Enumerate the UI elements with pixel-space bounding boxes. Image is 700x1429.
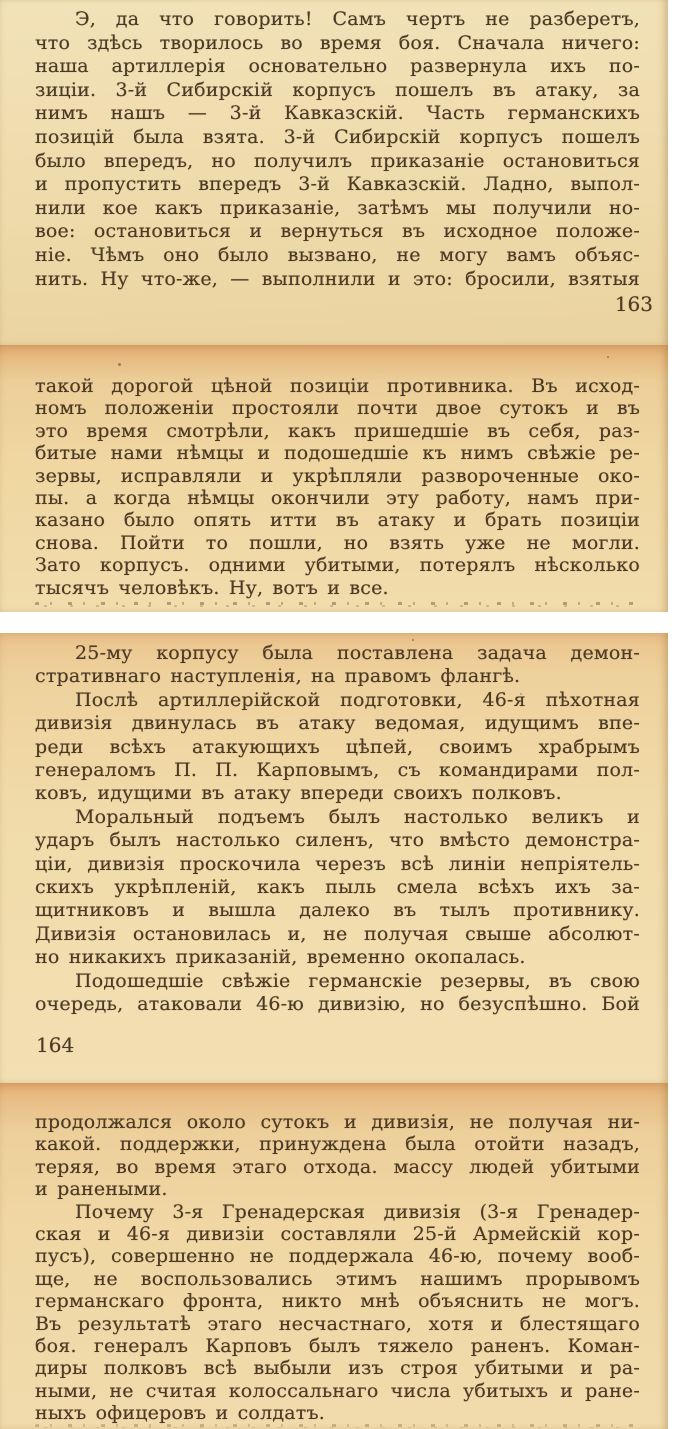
text-line: дивизія двинулась въ атаку ведомая, идущимъ впе- — [35, 712, 640, 735]
text-line: ская и 46-я дивизіи составляли 25-й Армейскій кор- — [35, 1223, 640, 1246]
text-line: казано было опять итти въ атаку и брать позиціи — [35, 509, 640, 532]
text-line: Дивизія остановилась и, не получая свыше абсолют- — [35, 922, 640, 945]
text-line: очередь, атаковали 46-ю дивизію, но безуспѣшно. Бой — [35, 993, 640, 1016]
text-line: пы. а когда нѣмцы окончили эту работу, намъ при- — [35, 487, 640, 510]
text-line: ніе. Чѣмъ оно было вызвано, не могу вамъ объяс- — [35, 243, 640, 266]
text-line: ными, не считая колоссальнаго числа убитыхъ и ране- — [35, 1379, 640, 1402]
scan-fragment-3 — [0, 633, 668, 1083]
text-line: было впередъ, но получилъ приказаніе остановиться — [35, 149, 640, 172]
paper-speck — [520, 693, 522, 695]
text-line: Въ результатѣ этаго несчастнаго, хотя и блестящаго — [35, 1312, 640, 1335]
text-line: это время смотрѣли, какъ пришедшіе въ себя, раз- — [35, 419, 640, 442]
text-line: продолжался около сутокъ и дивизія, не получая ни- — [35, 1111, 640, 1133]
text-line: битые нами нѣмцы и подошедшіе къ нимъ свѣжіе ре- — [35, 442, 640, 465]
paper-speck — [607, 356, 609, 358]
text-line: наша артиллерія основательно развернула ихъ по- — [35, 55, 640, 78]
text-line: номъ положеніи простояли почти двое сутокъ и въ — [35, 397, 640, 420]
text-line: Почему 3-я Гренадерская дивизія (3-я Гренадер- — [75, 1200, 640, 1223]
text-line: Э, да что говорить! Самъ чертъ не разберетъ, — [75, 8, 640, 30]
text-line: 25-му корпусу была поставлена задача демон- — [75, 642, 640, 664]
text-line: и пропустить впередъ 3-й Кавказскій. Ладно, выпол- — [35, 173, 640, 196]
text-line: какой. поддержки, принуждена была отойти назадъ, — [35, 1133, 640, 1156]
text-line: Зато корпусъ. одними убитыми, потерялъ нѣсколько — [35, 554, 640, 577]
cut-off-text-artifact — [35, 602, 635, 608]
page-number: 164 — [36, 1033, 75, 1057]
text-line: и ранеными. — [35, 1178, 168, 1201]
text-line: германскаго фронта, никто мнѣ объяснить не могъ. — [35, 1290, 640, 1313]
text-line: зиціи. 3-й Сибирскій корпусъ пошелъ въ атаку, за — [35, 78, 640, 101]
text-line: боя. генералъ Карповъ былъ тяжело раненъ. Коман- — [35, 1335, 640, 1358]
text-line: позицій была взята. 3-й Сибирскій корпусъ пошелъ — [35, 125, 640, 148]
text-line: стративнаго наступленія, на правомъ флангѣ. — [35, 665, 521, 688]
text-line: ціи, дивизія проскочила черезъ всѣ линіи непріятель- — [35, 852, 640, 875]
text-line: Подошедшіе свѣжіе германскіе резервы, въ свою — [75, 969, 640, 992]
scan-fragment-4 — [0, 1083, 668, 1429]
text-line: но никакихъ приказаній, временно окопалась. — [35, 946, 526, 969]
text-line: теряя, во время этаго отхода. массу людей убитыми — [35, 1155, 640, 1178]
text-line: вое: остановиться и вернуться въ исходное положе- — [35, 220, 640, 243]
text-line: реди всѣхъ атакующихъ цѣпей, своимъ храбрымъ — [35, 735, 640, 758]
text-block — [35, 8, 640, 291]
text-line: такой дорогой цѣной позиціи противника. Въ исход- — [35, 375, 640, 397]
text-line: скихъ укрѣпленій, какъ пыль смела всѣхъ ихъ за- — [35, 876, 640, 899]
text-line: нимъ нашъ — 3-й Кавказскій. Часть германскихъ — [35, 102, 640, 125]
page-number: 163 — [614, 292, 653, 316]
text-line: Моральный подъемъ былъ настолько великъ и — [75, 805, 640, 828]
text-line: ударъ былъ настолько силенъ, что вмѣсто демонстра- — [35, 829, 640, 852]
text-line: щитниковъ и вышла далеко въ тылъ противнику. — [35, 899, 640, 922]
text-line: ще, не воспользовались этимъ нашимъ прорывомъ — [35, 1267, 640, 1290]
text-line: нить. Ну что-же, — выполнили и это: бросили, взятыя — [35, 267, 640, 290]
paper-speck — [412, 639, 414, 641]
text-line: что здѣсь творилось во время боя. Сначала ничего: — [35, 31, 640, 54]
text-line: генераломъ П. П. Карповымъ, съ командирами пол- — [35, 759, 640, 782]
text-line: зервы, исправляли и укрѣпляли развороченные око- — [35, 464, 640, 487]
text-line: пусъ), совершенно не поддержала 46-ю, почему вооб- — [35, 1245, 640, 1268]
text-line: диры полковъ всѣ выбыли изъ строя убитыми и ра- — [35, 1357, 640, 1380]
text-line: нили кое какъ приказаніе, затѣмъ мы получили но- — [35, 196, 640, 219]
text-block — [35, 1111, 640, 1425]
text-line: ковъ, идущими въ атаку впереди своихъ полковъ. — [35, 782, 562, 805]
cut-off-text-artifact — [35, 1424, 635, 1428]
text-line: тысячъ человѣкъ. Ну, вотъ и все. — [35, 576, 389, 599]
text-line: Послѣ артиллерійской подготовки, 46-я пѣхотная — [75, 688, 640, 711]
text-block — [35, 375, 640, 599]
text-block — [35, 642, 640, 1017]
text-line: ныхъ офицеровъ и солдатъ. — [35, 1402, 326, 1425]
scan-fragment-2 — [0, 345, 668, 612]
paper-speck — [118, 363, 121, 366]
text-line: снова. Пойти то пошли, но взять уже не могли. — [35, 531, 640, 554]
scan-fragment-1 — [0, 0, 668, 345]
